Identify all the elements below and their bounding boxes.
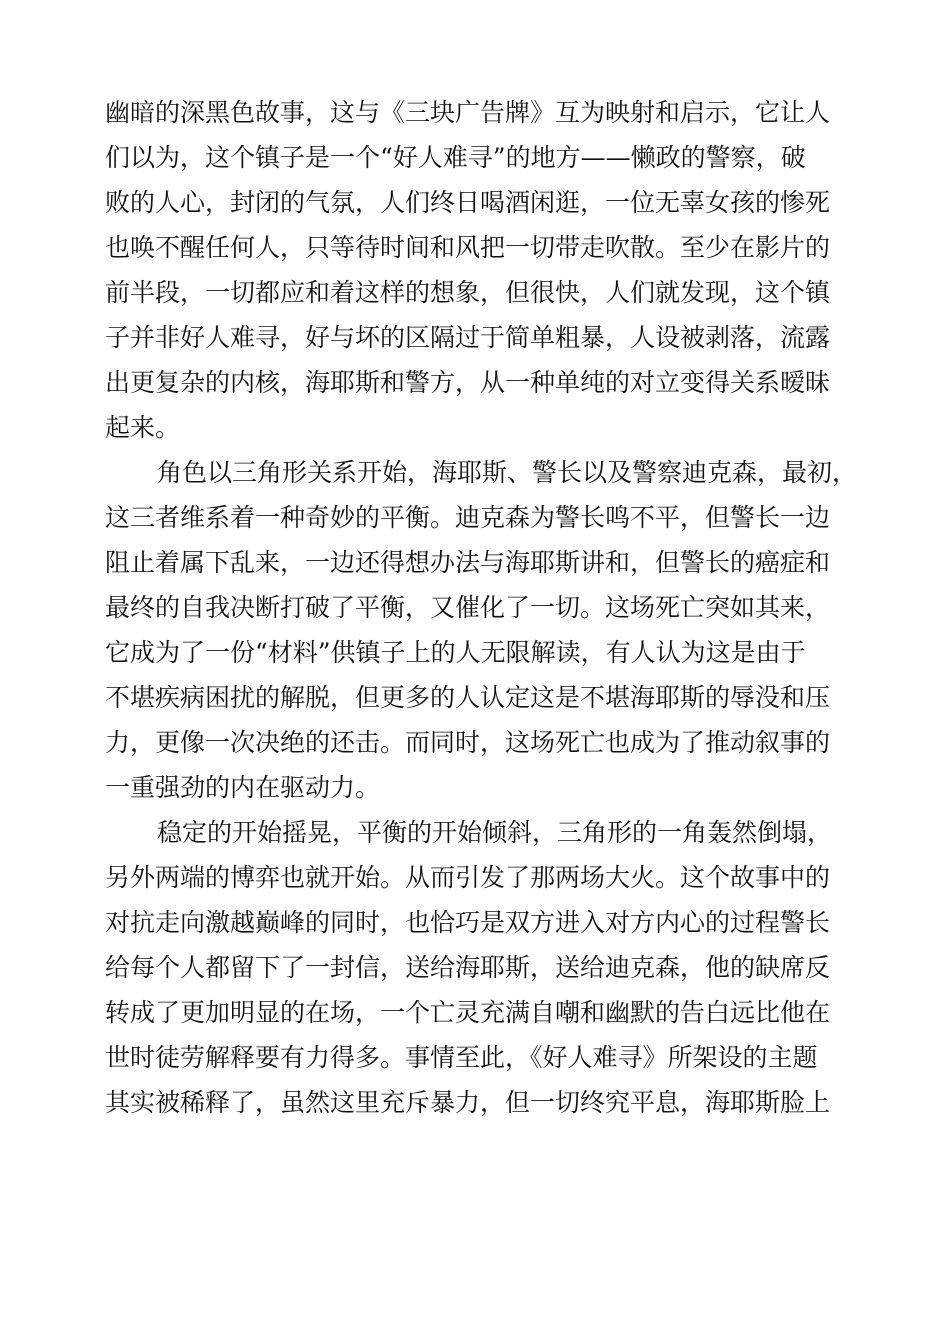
text-line: 另外两端的博弈也就开始。从而引发了那两场大火。这个故事中的 bbox=[105, 863, 831, 892]
text-line: 转成了更加明显的在场，一个亡灵充满自嘲和幽默的告白远比他在 bbox=[105, 998, 831, 1027]
text-line: 出更复杂的内核，海耶斯和警方，从一种单纯的对立变得关系暧昧 bbox=[105, 368, 831, 397]
text-line: 阻止着属下乱来，一边还得想办法与海耶斯讲和，但警长的癌症和 bbox=[105, 548, 831, 577]
paragraph-first-line: 稳定的开始摇晃，平衡的开始倾斜，三角形的一角轰然倒塌， bbox=[157, 818, 833, 847]
text-line: 最终的自我决断打破了平衡，又催化了一切。这场死亡突如其来， bbox=[105, 593, 831, 622]
text-line: 它成为了一份“材料”供镇子上的人无限解读，有人认为这是由于 bbox=[105, 638, 806, 667]
text-line: 前半段，一切都应和着这样的想象，但很快，人们就发现，这个镇 bbox=[105, 278, 831, 307]
text-line: 也唤不醒任何人，只等待时间和风把一切带走吹散。至少在影片的 bbox=[105, 233, 831, 262]
body-text bbox=[105, 90, 865, 1125]
text-line: 幽暗的深黑色故事，这与《三块广告牌》互为映射和启示，它让人 bbox=[105, 98, 831, 127]
text-line: 们以为，这个镇子是一个“好人难寻”的地方——懒政的警察，破 bbox=[105, 143, 806, 172]
text-line: 世时徒劳解释要有力得多。事情至此，《好人难寻》所架设的主题 bbox=[105, 1043, 818, 1072]
text-line: 其实被稀释了，虽然这里充斥暴力，但一切终究平息，海耶斯脸上 bbox=[105, 1088, 831, 1117]
text-line: 一重强劲的内在驱动力。 bbox=[105, 773, 381, 802]
paragraph-first-line: 角色以三角形关系开始，海耶斯、警长以及警察迪克森，最初， bbox=[157, 458, 858, 487]
text-line: 力，更像一次决绝的还击。而同时，这场死亡也成为了推动叙事的 bbox=[105, 728, 831, 757]
text-line: 不堪疾病困扰的解脱，但更多的人认定这是不堪海耶斯的辱没和压 bbox=[105, 683, 831, 712]
text-line: 给每个人都留下了一封信，送给海耶斯，送给迪克森，他的缺席反 bbox=[105, 953, 831, 982]
text-line: 子并非好人难寻，好与坏的区隔过于简单粗暴，人设被剥落，流露 bbox=[105, 323, 831, 352]
text-line: 起来。 bbox=[105, 413, 181, 442]
text-line: 这三者维系着一种奇妙的平衡。迪克森为警长鸣不平，但警长一边 bbox=[105, 503, 831, 532]
text-line: 败的人心，封闭的气氛，人们终日喝酒闲逛，一位无辜女孩的惨死 bbox=[105, 188, 831, 217]
text-line: 对抗走向激越巅峰的同时，也恰巧是双方进入对方内心的过程警长 bbox=[105, 908, 831, 937]
